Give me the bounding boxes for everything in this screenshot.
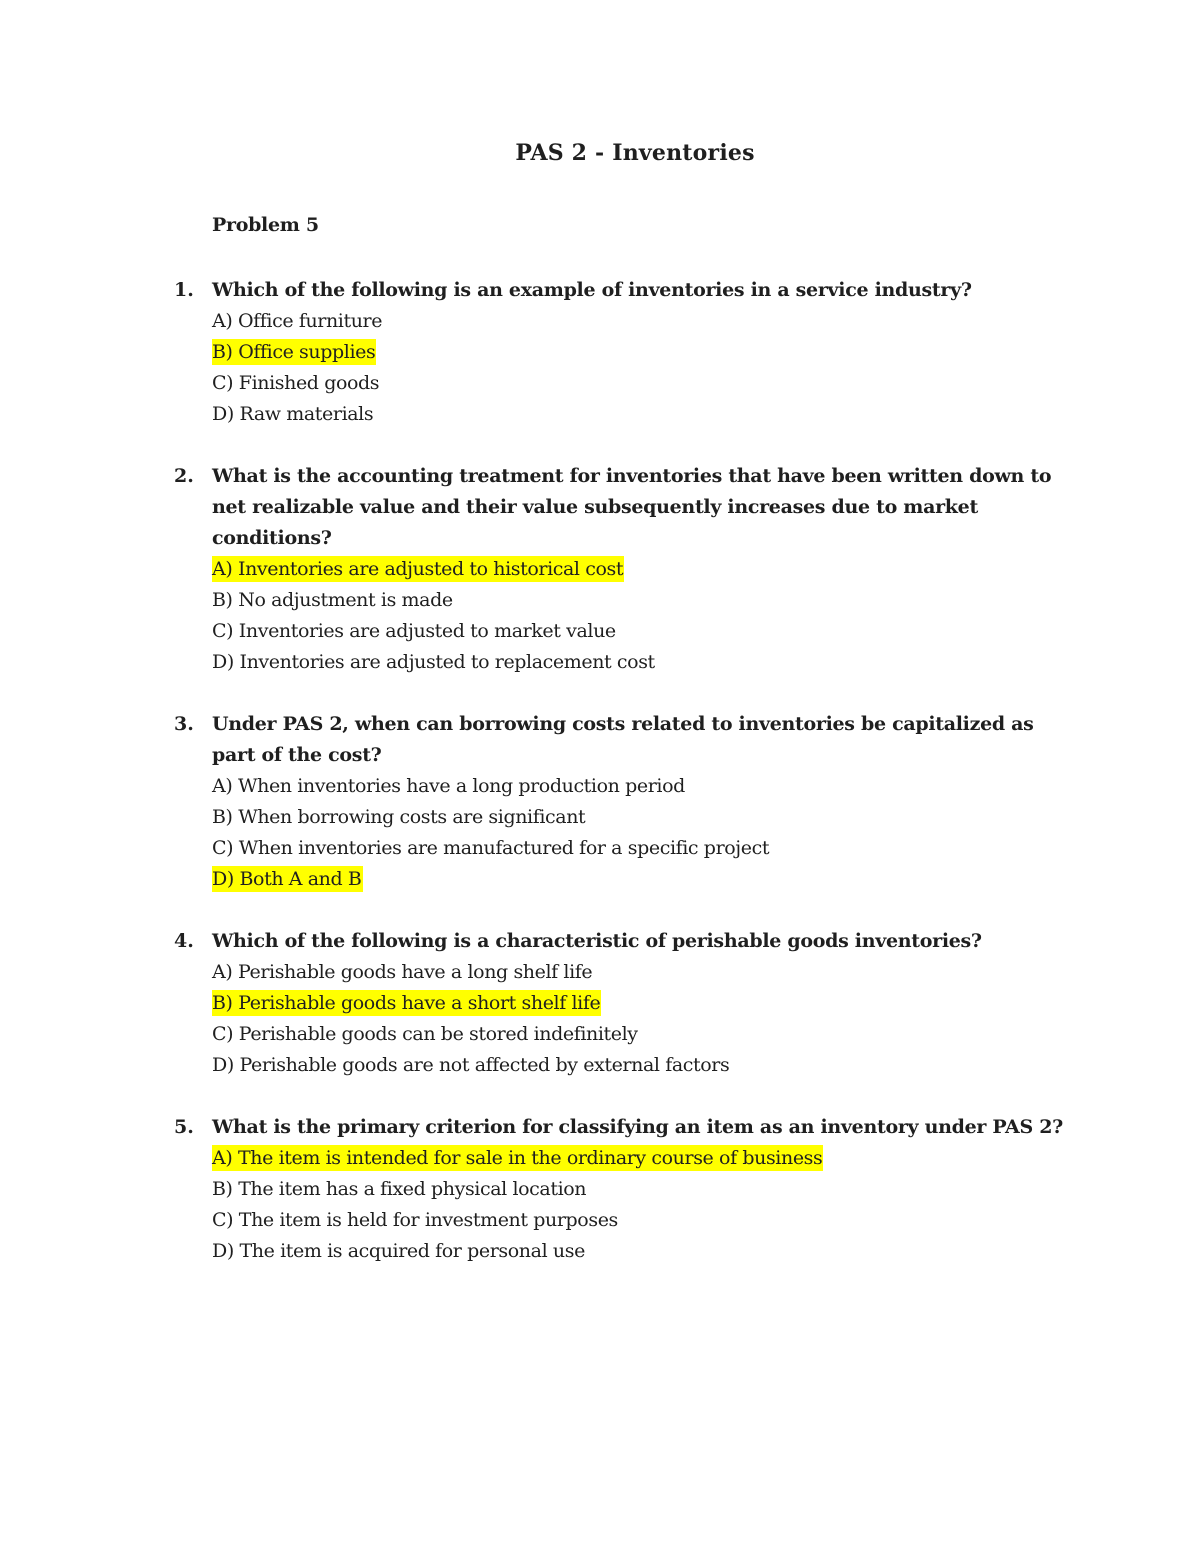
option-label: D) Both A and B: [212, 868, 362, 890]
question-4: [0, 926, 1200, 1081]
option-c: [212, 1019, 1200, 1050]
option-d-answer: [212, 864, 1200, 895]
question-text: What is the primary criterion for classifying an item as an inventory under PAS 2?: [212, 1116, 1063, 1138]
option-b-answer: [212, 988, 1200, 1019]
option-label: C) Inventories are adjusted to market value: [212, 620, 616, 642]
option-label: A) When inventories have a long production period: [212, 775, 685, 797]
option-label: D) Raw materials: [212, 403, 374, 425]
option-c: [212, 616, 1200, 647]
option-a: [212, 306, 1200, 337]
question-3: [0, 709, 1200, 895]
option-label: B) The item has a fixed physical location: [212, 1178, 587, 1200]
problem-heading: Problem 5: [212, 214, 319, 236]
option-d: [212, 647, 1200, 678]
question-number: 3.: [174, 713, 194, 735]
option-label: C) When inventories are manufactured for a specific project: [212, 837, 770, 859]
option-label: D) Perishable goods are not affected by external factors: [212, 1054, 730, 1076]
option-label: B) When borrowing costs are significant: [212, 806, 586, 828]
question-5: [0, 1112, 1200, 1267]
option-a: [212, 771, 1200, 802]
option-label: A) Perishable goods have a long shelf life: [212, 961, 593, 983]
option-label: A) Inventories are adjusted to historical cost: [212, 558, 624, 580]
option-label: D) The item is acquired for personal use: [212, 1240, 585, 1262]
question-list: [0, 275, 1200, 1298]
option-label: C) The item is held for investment purposes: [212, 1209, 618, 1231]
question-number: 5.: [174, 1116, 194, 1138]
option-label: A) The item is intended for sale in the ordinary course of business: [212, 1147, 823, 1169]
option-label: A) Office furniture: [212, 310, 383, 332]
option-a-answer: [212, 554, 1200, 585]
option-a: [212, 957, 1200, 988]
option-b: [212, 802, 1200, 833]
question-text: Which of the following is an example of inventories in a service industry?: [212, 279, 972, 301]
question-number: 4.: [174, 930, 194, 952]
question-text: Which of the following is a characteristic of perishable goods inventories?: [212, 930, 982, 952]
option-d: [212, 399, 1200, 430]
question-text: What is the accounting treatment for inventories that have been written down to net realizable value and their value subsequently increases due to market conditions?: [212, 465, 1052, 549]
question-number: 1.: [174, 279, 194, 301]
question-number: 2.: [174, 465, 194, 487]
option-d: [212, 1050, 1200, 1081]
option-c: [212, 368, 1200, 399]
option-label: B) Office supplies: [212, 341, 376, 363]
option-label: D) Inventories are adjusted to replacement cost: [212, 651, 655, 673]
option-c: [212, 833, 1200, 864]
option-a-answer: [212, 1143, 1200, 1174]
option-label: B) No adjustment is made: [212, 589, 453, 611]
option-d: [212, 1236, 1200, 1267]
option-b: [212, 585, 1200, 616]
option-label: C) Perishable goods can be stored indefinitely: [212, 1023, 638, 1045]
page-title: PAS 2 - Inventories: [515, 140, 755, 166]
question-2: [0, 461, 1200, 678]
option-label: C) Finished goods: [212, 372, 380, 394]
option-b-answer: [212, 337, 1200, 368]
option-label: B) Perishable goods have a short shelf life: [212, 992, 601, 1014]
question-1: [0, 275, 1200, 430]
option-c: [212, 1205, 1200, 1236]
option-b: [212, 1174, 1200, 1205]
question-text: Under PAS 2, when can borrowing costs related to inventories be capitalized as part of the cost?: [212, 713, 1034, 766]
